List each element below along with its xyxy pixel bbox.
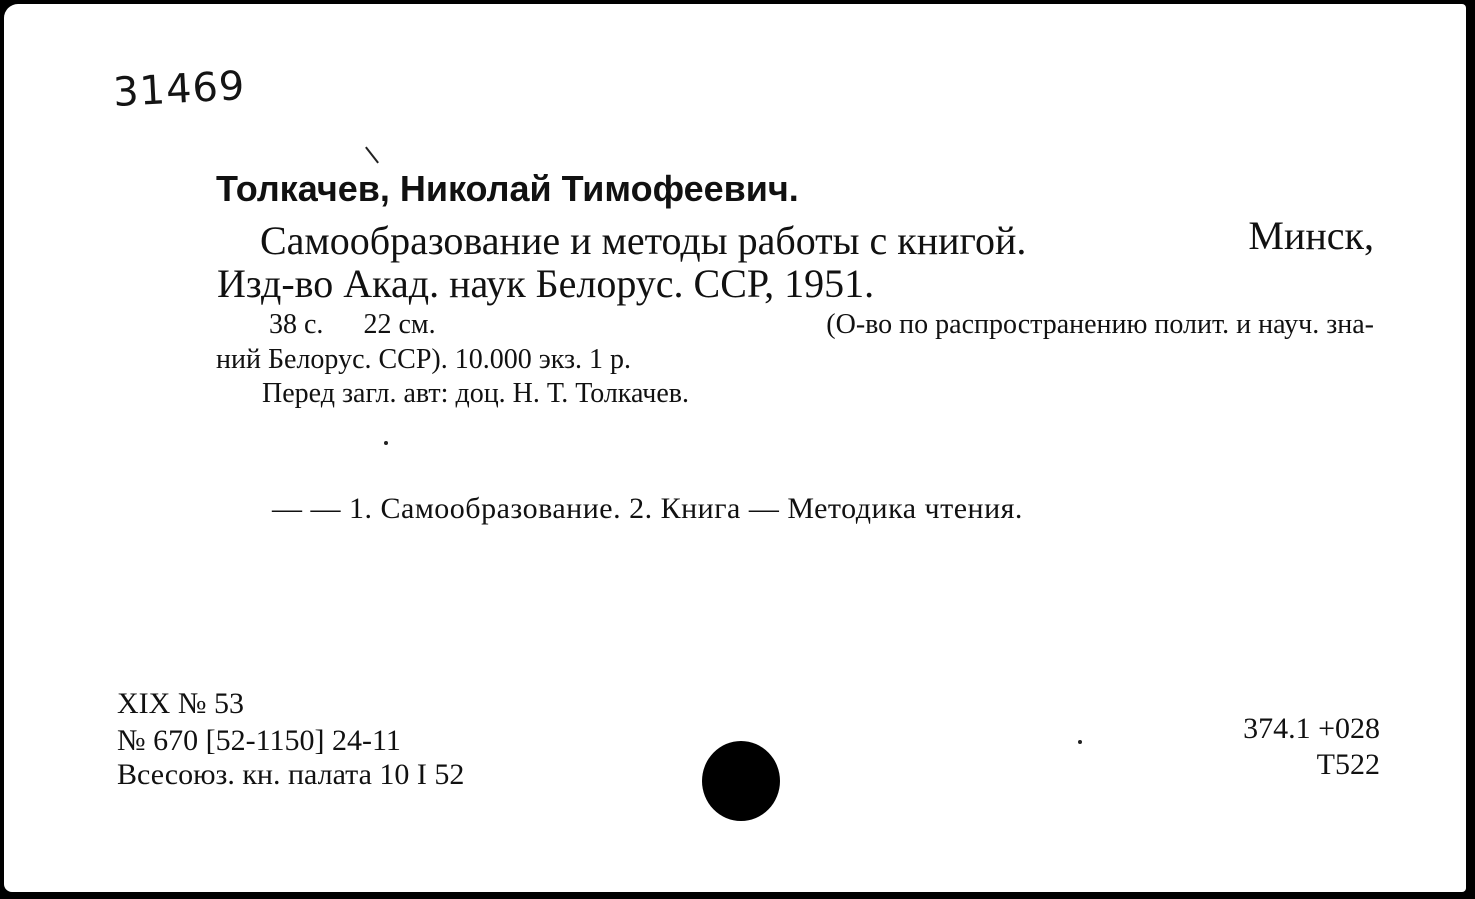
subject-headings: — — 1. Самообразование. 2. Книга — Методика чтения. bbox=[272, 492, 1023, 525]
registry-line-2: № 670 [52-1150] 24-11 bbox=[117, 724, 401, 757]
author-note: Перед загл. авт: доц. Н. Т. Толкачев. bbox=[262, 378, 690, 409]
series-note-end: ний Белорус. ССР). 10.000 экз. 1 р. bbox=[216, 344, 632, 375]
author-heading: Толкачев, Николай Тимофеевич. bbox=[216, 168, 799, 209]
author-mark: Т522 bbox=[1316, 748, 1380, 781]
registry-line-3: Всесоюз. кн. палата 10 I 52 bbox=[117, 758, 465, 791]
ink-dot bbox=[384, 441, 388, 445]
registry-line-1: XIX № 53 bbox=[117, 687, 244, 720]
ink-dot bbox=[1078, 740, 1082, 744]
book-title: Самообразование и методы работы с книгой. bbox=[260, 218, 1027, 263]
publication-city: Минск, bbox=[1248, 213, 1374, 258]
book-size: 22 см. bbox=[363, 309, 436, 340]
page-count: 38 с. bbox=[269, 309, 324, 340]
card-punch-hole bbox=[702, 741, 780, 821]
classification-code: 374.1 +028 bbox=[1243, 712, 1380, 745]
publisher-line: Изд-во Акад. наук Белорус. ССР, 1951. bbox=[217, 261, 875, 306]
pencil-tick-mark bbox=[365, 147, 379, 164]
physical-description bbox=[269, 309, 436, 341]
catalog-card bbox=[4, 4, 1466, 892]
inventory-number: 31469 bbox=[112, 63, 247, 116]
series-note-start: (О-во по распространению полит. и науч. зна- bbox=[826, 309, 1374, 340]
